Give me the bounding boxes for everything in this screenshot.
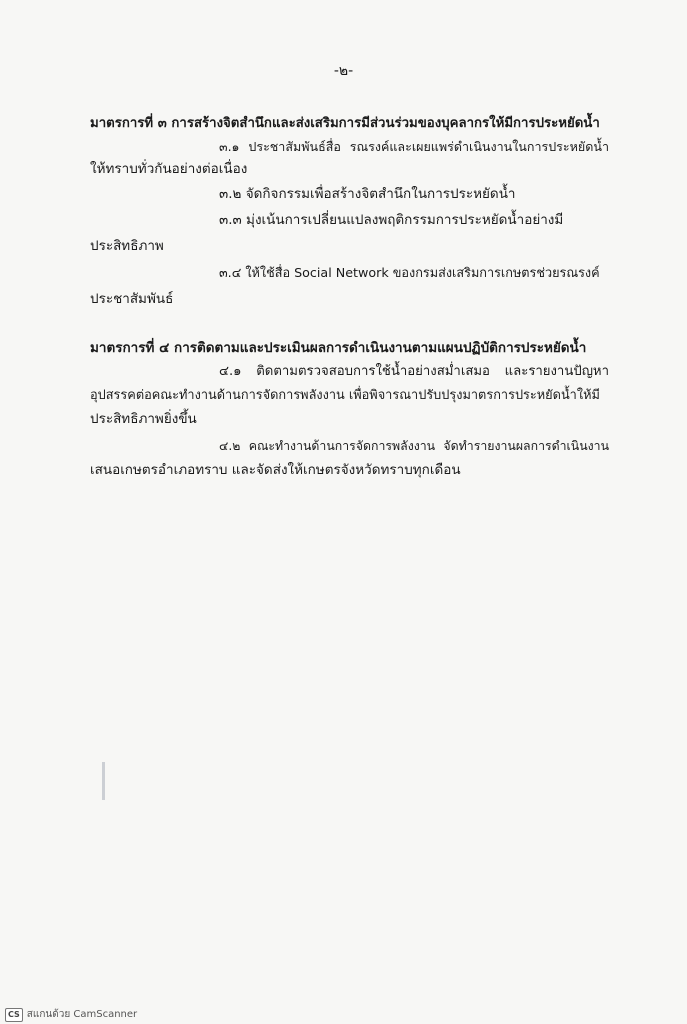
scanner-watermark bbox=[5, 1007, 137, 1022]
scanner-watermark-text: สแกนด้วย CamScanner bbox=[26, 1009, 138, 1020]
measure-4-item-2-line-2: เสนอเกษตรอำเภอทราบ และจัดส่งให้เกษตรจังหวัดทราบทุกเดือน bbox=[90, 462, 461, 478]
camscanner-logo-icon: CS bbox=[5, 1008, 23, 1022]
measure-3-item-4-line-1: ๓.๔ ให้ใช้สื่อ Social Network ของกรมส่งเสริมการเกษตรช่วยรณรงค์ bbox=[219, 265, 600, 280]
measure-3-item-3-line-2: ประสิทธิภาพ bbox=[90, 238, 164, 254]
measure-3-item-2: ๓.๒ จัดกิจกรรมเพื่อสร้างจิตสำนึกในการประหยัดน้ำ bbox=[219, 186, 516, 202]
measure-3-item-1-line-1: ๓.๑ ประชาสัมพันธ์สื่อ รณรงค์และเผยแพร่ดำเนินงานในการประหยัดน้ำ bbox=[219, 139, 609, 154]
measure-4-item-1-line-3: ประสิทธิภาพยิ่งขึ้น bbox=[90, 411, 197, 427]
page-number: -๒- bbox=[333, 63, 354, 79]
measure-4-heading: มาตรการที่ ๔ การติดตามและประเมินผลการดำเนินงานตามแผนปฏิบัติการประหยัดน้ำ bbox=[90, 340, 587, 356]
measure-4-item-1-line-1: ๔.๑ ติดตามตรวจสอบการใช้น้ำอย่างสม่ำเสมอ และรายงานปัญหา bbox=[219, 364, 609, 379]
measure-4-item-1-line-2: อุปสรรคต่อคณะทำงานด้านการจัดการพลังงาน เพื่อพิจารณาปรับปรุงมาตรการประหยัดน้ำให้มี bbox=[90, 388, 600, 403]
measure-3-item-3-line-1: ๓.๓ มุ่งเน้นการเปลี่ยนแปลงพฤติกรรมการประหยัดน้ำอย่างมี bbox=[219, 212, 564, 228]
scan-mark bbox=[102, 762, 105, 800]
measure-3-item-4-line-2: ประชาสัมพันธ์ bbox=[90, 291, 174, 307]
measure-3-item-1-line-2: ให้ทราบทั่วกันอย่างต่อเนื่อง bbox=[90, 161, 248, 177]
measure-3-heading: มาตรการที่ ๓ การสร้างจิตสำนึกและส่งเสริมการมีส่วนร่วมของบุคลากรให้มีการประหยัดน้ำ bbox=[90, 116, 600, 131]
measure-4-item-2-line-1: ๔.๒ คณะทำงานด้านการจัดการพลังงาน จัดทำรายงานผลการดำเนินงาน bbox=[219, 439, 609, 453]
